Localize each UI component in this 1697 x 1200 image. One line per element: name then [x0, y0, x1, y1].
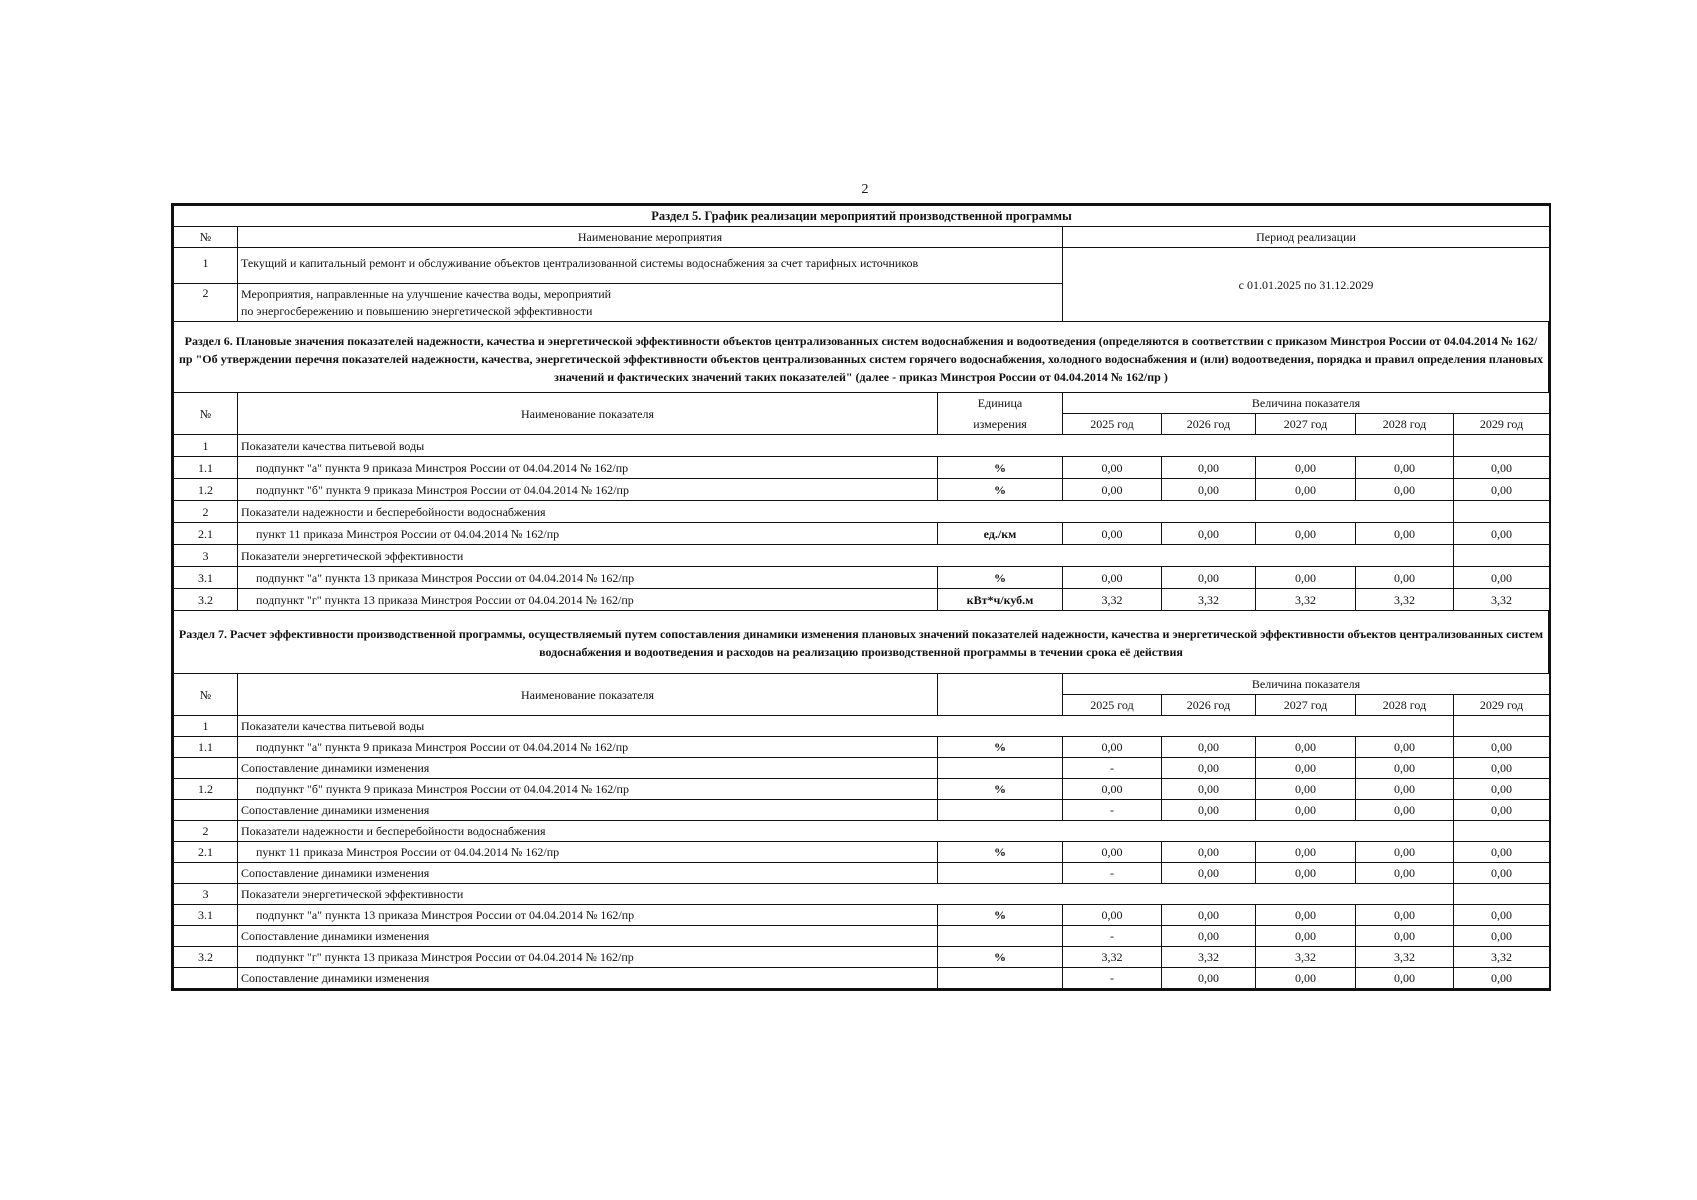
value-cell: 0,00 — [1162, 905, 1256, 926]
value-cell: - — [1063, 800, 1162, 821]
row-number: 3 — [174, 545, 238, 567]
table-row — [174, 821, 1550, 842]
indicator-name: пункт 11 приказа Минстроя России от 04.04.2014 № 162/пр — [238, 523, 938, 545]
row-number — [174, 758, 238, 779]
section6-year: 2029 год — [1454, 414, 1550, 435]
section6-year: 2028 год — [1356, 414, 1454, 435]
table-row — [174, 800, 1550, 821]
unit-cell: % — [938, 842, 1063, 863]
row-number: 1.1 — [174, 457, 238, 479]
value-cell: 0,00 — [1256, 479, 1356, 501]
value-cell: 0,00 — [1256, 457, 1356, 479]
table-row — [174, 863, 1550, 884]
row-number: 3.2 — [174, 947, 238, 968]
unit-cell — [938, 968, 1063, 989]
value-cell: 3,32 — [1454, 947, 1550, 968]
value-cell: 0,00 — [1454, 779, 1550, 800]
value-cell: 3,32 — [1454, 589, 1550, 611]
section6-year: 2026 год — [1162, 414, 1256, 435]
row-number: 2 — [174, 501, 238, 523]
value-cell — [1454, 821, 1550, 842]
value-cell: 3,32 — [1162, 589, 1256, 611]
table-row — [174, 926, 1550, 947]
group-title: Показатели надежности и бесперебойности водоснабжения — [238, 501, 1454, 523]
value-cell: 0,00 — [1454, 758, 1550, 779]
table-row — [174, 457, 1550, 479]
section5-row-name-line: Мероприятия, направленные на улучшение качества воды, мероприятий — [241, 286, 612, 301]
table-row — [174, 884, 1550, 905]
section7-col-name: Наименование показателя — [238, 674, 938, 716]
section5-col-period: Период реализации — [1063, 227, 1550, 248]
unit-cell — [938, 758, 1063, 779]
row-number: 2.1 — [174, 842, 238, 863]
section6-col-name: Наименование показателя — [238, 393, 938, 435]
value-cell: 0,00 — [1063, 779, 1162, 800]
row-number: 3.1 — [174, 567, 238, 589]
section6-col-no: № — [174, 393, 238, 435]
table-row — [174, 501, 1550, 523]
indicator-name: подпункт "г" пункта 13 приказа Минстроя России от 04.04.2014 № 162/пр — [238, 947, 938, 968]
section7-year: 2028 год — [1356, 695, 1454, 716]
value-cell: - — [1063, 863, 1162, 884]
value-cell: 3,32 — [1356, 589, 1454, 611]
row-number: 2.1 — [174, 523, 238, 545]
value-cell: - — [1063, 758, 1162, 779]
value-cell: 0,00 — [1162, 926, 1256, 947]
section7-year: 2029 год — [1454, 695, 1550, 716]
value-cell: 0,00 — [1356, 800, 1454, 821]
value-cell: 0,00 — [1063, 737, 1162, 758]
value-cell: 0,00 — [1454, 863, 1550, 884]
table-row — [174, 758, 1550, 779]
unit-cell: % — [938, 737, 1063, 758]
section6-year: 2025 год — [1063, 414, 1162, 435]
value-cell: 3,32 — [1063, 589, 1162, 611]
indicator-name: Сопоставление динамики изменения — [238, 758, 938, 779]
value-cell: 0,00 — [1063, 842, 1162, 863]
value-cell: 3,32 — [1256, 947, 1356, 968]
value-cell: 0,00 — [1162, 758, 1256, 779]
indicator-name: Сопоставление динамики изменения — [238, 863, 938, 884]
row-number: 1.1 — [174, 737, 238, 758]
value-cell: 0,00 — [1256, 842, 1356, 863]
section5-row-no: 1 — [174, 248, 238, 284]
indicator-name: подпункт "а" пункта 13 приказа Минстроя России от 04.04.2014 № 162/пр — [238, 567, 938, 589]
unit-cell — [938, 926, 1063, 947]
value-cell: 0,00 — [1454, 567, 1550, 589]
value-cell: 0,00 — [1356, 758, 1454, 779]
table-row — [174, 968, 1550, 989]
unit-cell — [938, 800, 1063, 821]
value-cell: 0,00 — [1356, 968, 1454, 989]
value-cell: 0,00 — [1256, 968, 1356, 989]
value-cell: 0,00 — [1162, 968, 1256, 989]
value-cell: 0,00 — [1162, 567, 1256, 589]
section5-row-name-line: по энергосбережению и повышению энергетической эффективности — [241, 303, 593, 318]
value-cell: - — [1063, 968, 1162, 989]
unit-cell: % — [938, 905, 1063, 926]
value-cell: 0,00 — [1256, 800, 1356, 821]
unit-cell: кВт*ч/куб.м — [938, 589, 1063, 611]
table-row — [174, 523, 1550, 545]
section5-col-no: № — [174, 227, 238, 248]
value-cell: 0,00 — [1356, 863, 1454, 884]
indicator-name: Сопоставление динамики изменения — [238, 800, 938, 821]
value-cell: 0,00 — [1256, 926, 1356, 947]
value-cell: 0,00 — [1162, 479, 1256, 501]
row-number: 1.2 — [174, 479, 238, 501]
section5-row-no: 2 — [174, 284, 238, 322]
indicator-name: подпункт "а" пункта 9 приказа Минстроя России от 04.04.2014 № 162/пр — [238, 457, 938, 479]
section6-table — [173, 392, 1550, 611]
value-cell: 0,00 — [1162, 842, 1256, 863]
row-number: 3 — [174, 884, 238, 905]
value-cell — [1454, 884, 1550, 905]
indicator-name: Сопоставление динамики изменения — [238, 968, 938, 989]
unit-cell: % — [938, 457, 1063, 479]
value-cell: 0,00 — [1162, 523, 1256, 545]
table-row — [174, 905, 1550, 926]
table-row — [174, 589, 1550, 611]
section6-year: 2027 год — [1256, 414, 1356, 435]
value-cell: 0,00 — [1454, 737, 1550, 758]
value-cell: 0,00 — [1356, 523, 1454, 545]
row-number — [174, 863, 238, 884]
value-cell: 0,00 — [1162, 800, 1256, 821]
value-cell: 0,00 — [1454, 905, 1550, 926]
row-number: 2 — [174, 821, 238, 842]
row-number: 3.2 — [174, 589, 238, 611]
section7-table — [173, 673, 1550, 989]
indicator-name: подпункт "б" пункта 9 приказа Минстроя России от 04.04.2014 № 162/пр — [238, 479, 938, 501]
value-cell: 0,00 — [1256, 523, 1356, 545]
section7-body — [174, 716, 1550, 989]
value-cell: 0,00 — [1356, 779, 1454, 800]
value-cell: 0,00 — [1162, 457, 1256, 479]
section6-col-unit: Единица — [938, 393, 1063, 414]
table-row — [174, 716, 1550, 737]
value-cell: 0,00 — [1454, 457, 1550, 479]
value-cell: 0,00 — [1063, 479, 1162, 501]
section6-title: Раздел 6. Плановые значения показателей надежности, качества и энергетической эффективности объектов централизованных систем водоснабжения и водоотведения (определяются в соответствии с приказом Минстроя России от 04.04.2014 № 162/пр "Об утверждении перечня показателей надежности, качества, энергетической эффективности объектов централизованных систем горячего водоснабжения, холодного водоснабжения и (или) водоотведения, порядка и правил определения плановых значений и фактических значений таких показателей" (далее - приказ Минстроя России от 04.04.2014 № 162/пр ) — [173, 322, 1549, 392]
value-cell: 3,32 — [1356, 947, 1454, 968]
table-row — [174, 779, 1550, 800]
table-row — [174, 842, 1550, 863]
indicator-name: подпункт "а" пункта 13 приказа Минстроя России от 04.04.2014 № 162/пр — [238, 905, 938, 926]
table-row — [174, 479, 1550, 501]
value-cell: 0,00 — [1356, 457, 1454, 479]
value-cell: 0,00 — [1162, 737, 1256, 758]
unit-cell: % — [938, 479, 1063, 501]
unit-cell: ед./км — [938, 523, 1063, 545]
value-cell: 0,00 — [1356, 905, 1454, 926]
section5-row-name: Текущий и капитальный ремонт и обслуживание объектов централизованной системы водоснабжения за счет тарифных источников — [238, 248, 1063, 284]
row-number: 1 — [174, 435, 238, 457]
table-row — [174, 737, 1550, 758]
value-cell: 3,32 — [1063, 947, 1162, 968]
section7-year: 2027 год — [1256, 695, 1356, 716]
section7-year: 2025 год — [1063, 695, 1162, 716]
indicator-name: подпункт "б" пункта 9 приказа Минстроя России от 04.04.2014 № 162/пр — [238, 779, 938, 800]
group-title: Показатели качества питьевой воды — [238, 716, 1454, 737]
value-cell: 0,00 — [1256, 863, 1356, 884]
section7-title: Раздел 7. Расчет эффективности производственной программы, осуществляемый путем сопоставления динамики изменения плановых значений показателей надежности, качества и энергетической эффективности объектов централизованных систем водоснабжения и водоотведения и расходов на реализацию производственной программы в течении срока её действия — [173, 611, 1549, 673]
section5-table — [173, 205, 1550, 322]
value-cell: 0,00 — [1063, 457, 1162, 479]
row-number — [174, 800, 238, 821]
section5-row-name — [238, 284, 1063, 322]
indicator-name: Сопоставление динамики изменения — [238, 926, 938, 947]
value-cell: 0,00 — [1063, 523, 1162, 545]
row-number: 1 — [174, 716, 238, 737]
value-cell: 0,00 — [1356, 926, 1454, 947]
value-cell: 3,32 — [1162, 947, 1256, 968]
table-row — [174, 435, 1550, 457]
section7-year: 2026 год — [1162, 695, 1256, 716]
value-cell: 3,32 — [1256, 589, 1356, 611]
indicator-name: подпункт "г" пункта 13 приказа Минстроя России от 04.04.2014 № 162/пр — [238, 589, 938, 611]
table-row — [174, 947, 1550, 968]
section5-period: с 01.01.2025 по 31.12.2029 — [1063, 248, 1550, 322]
section5-col-name: Наименование мероприятия — [238, 227, 1063, 248]
value-cell — [1454, 545, 1550, 567]
value-cell: 0,00 — [1162, 863, 1256, 884]
value-cell — [1454, 501, 1550, 523]
value-cell: 0,00 — [1256, 758, 1356, 779]
unit-cell: % — [938, 567, 1063, 589]
section7-col-unit — [938, 674, 1063, 716]
value-cell: 0,00 — [1356, 567, 1454, 589]
section7-col-no: № — [174, 674, 238, 716]
value-cell: 0,00 — [1454, 800, 1550, 821]
indicator-name: подпункт "а" пункта 9 приказа Минстроя России от 04.04.2014 № 162/пр — [238, 737, 938, 758]
value-cell: 0,00 — [1356, 479, 1454, 501]
group-title: Показатели энергетической эффективности — [238, 884, 1454, 905]
value-cell — [1454, 716, 1550, 737]
value-cell: 0,00 — [1454, 479, 1550, 501]
value-cell: 0,00 — [1454, 968, 1550, 989]
value-cell: 0,00 — [1256, 567, 1356, 589]
indicator-name: пункт 11 приказа Минстроя России от 04.04.2014 № 162/пр — [238, 842, 938, 863]
value-cell: 0,00 — [1356, 737, 1454, 758]
group-title: Показатели надежности и бесперебойности водоснабжения — [238, 821, 1454, 842]
value-cell: 0,00 — [1454, 926, 1550, 947]
value-cell: 0,00 — [1356, 842, 1454, 863]
value-cell: 0,00 — [1454, 523, 1550, 545]
unit-cell — [938, 863, 1063, 884]
value-cell: 0,00 — [1256, 737, 1356, 758]
value-cell: 0,00 — [1063, 905, 1162, 926]
section7-col-value: Величина показателя — [1063, 674, 1550, 695]
row-number — [174, 926, 238, 947]
value-cell: 0,00 — [1256, 779, 1356, 800]
unit-cell: % — [938, 947, 1063, 968]
section6-body — [174, 435, 1550, 611]
value-cell — [1454, 435, 1550, 457]
section6-col-unit: измерения — [938, 414, 1063, 435]
value-cell: 0,00 — [1063, 567, 1162, 589]
value-cell: 0,00 — [1256, 905, 1356, 926]
section6-col-value: Величина показателя — [1063, 393, 1550, 414]
table-row — [174, 545, 1550, 567]
group-title: Показатели качества питьевой воды — [238, 435, 1454, 457]
value-cell: 0,00 — [1454, 842, 1550, 863]
row-number: 3.1 — [174, 905, 238, 926]
table-row — [174, 567, 1550, 589]
row-number — [174, 968, 238, 989]
section5-title: Раздел 5. График реализации мероприятий производственной программы — [174, 206, 1550, 227]
value-cell: 0,00 — [1162, 779, 1256, 800]
unit-cell: % — [938, 779, 1063, 800]
page-number: 2 — [861, 182, 869, 197]
group-title: Показатели энергетической эффективности — [238, 545, 1454, 567]
row-number: 1.2 — [174, 779, 238, 800]
value-cell: - — [1063, 926, 1162, 947]
document-table — [171, 203, 1551, 991]
